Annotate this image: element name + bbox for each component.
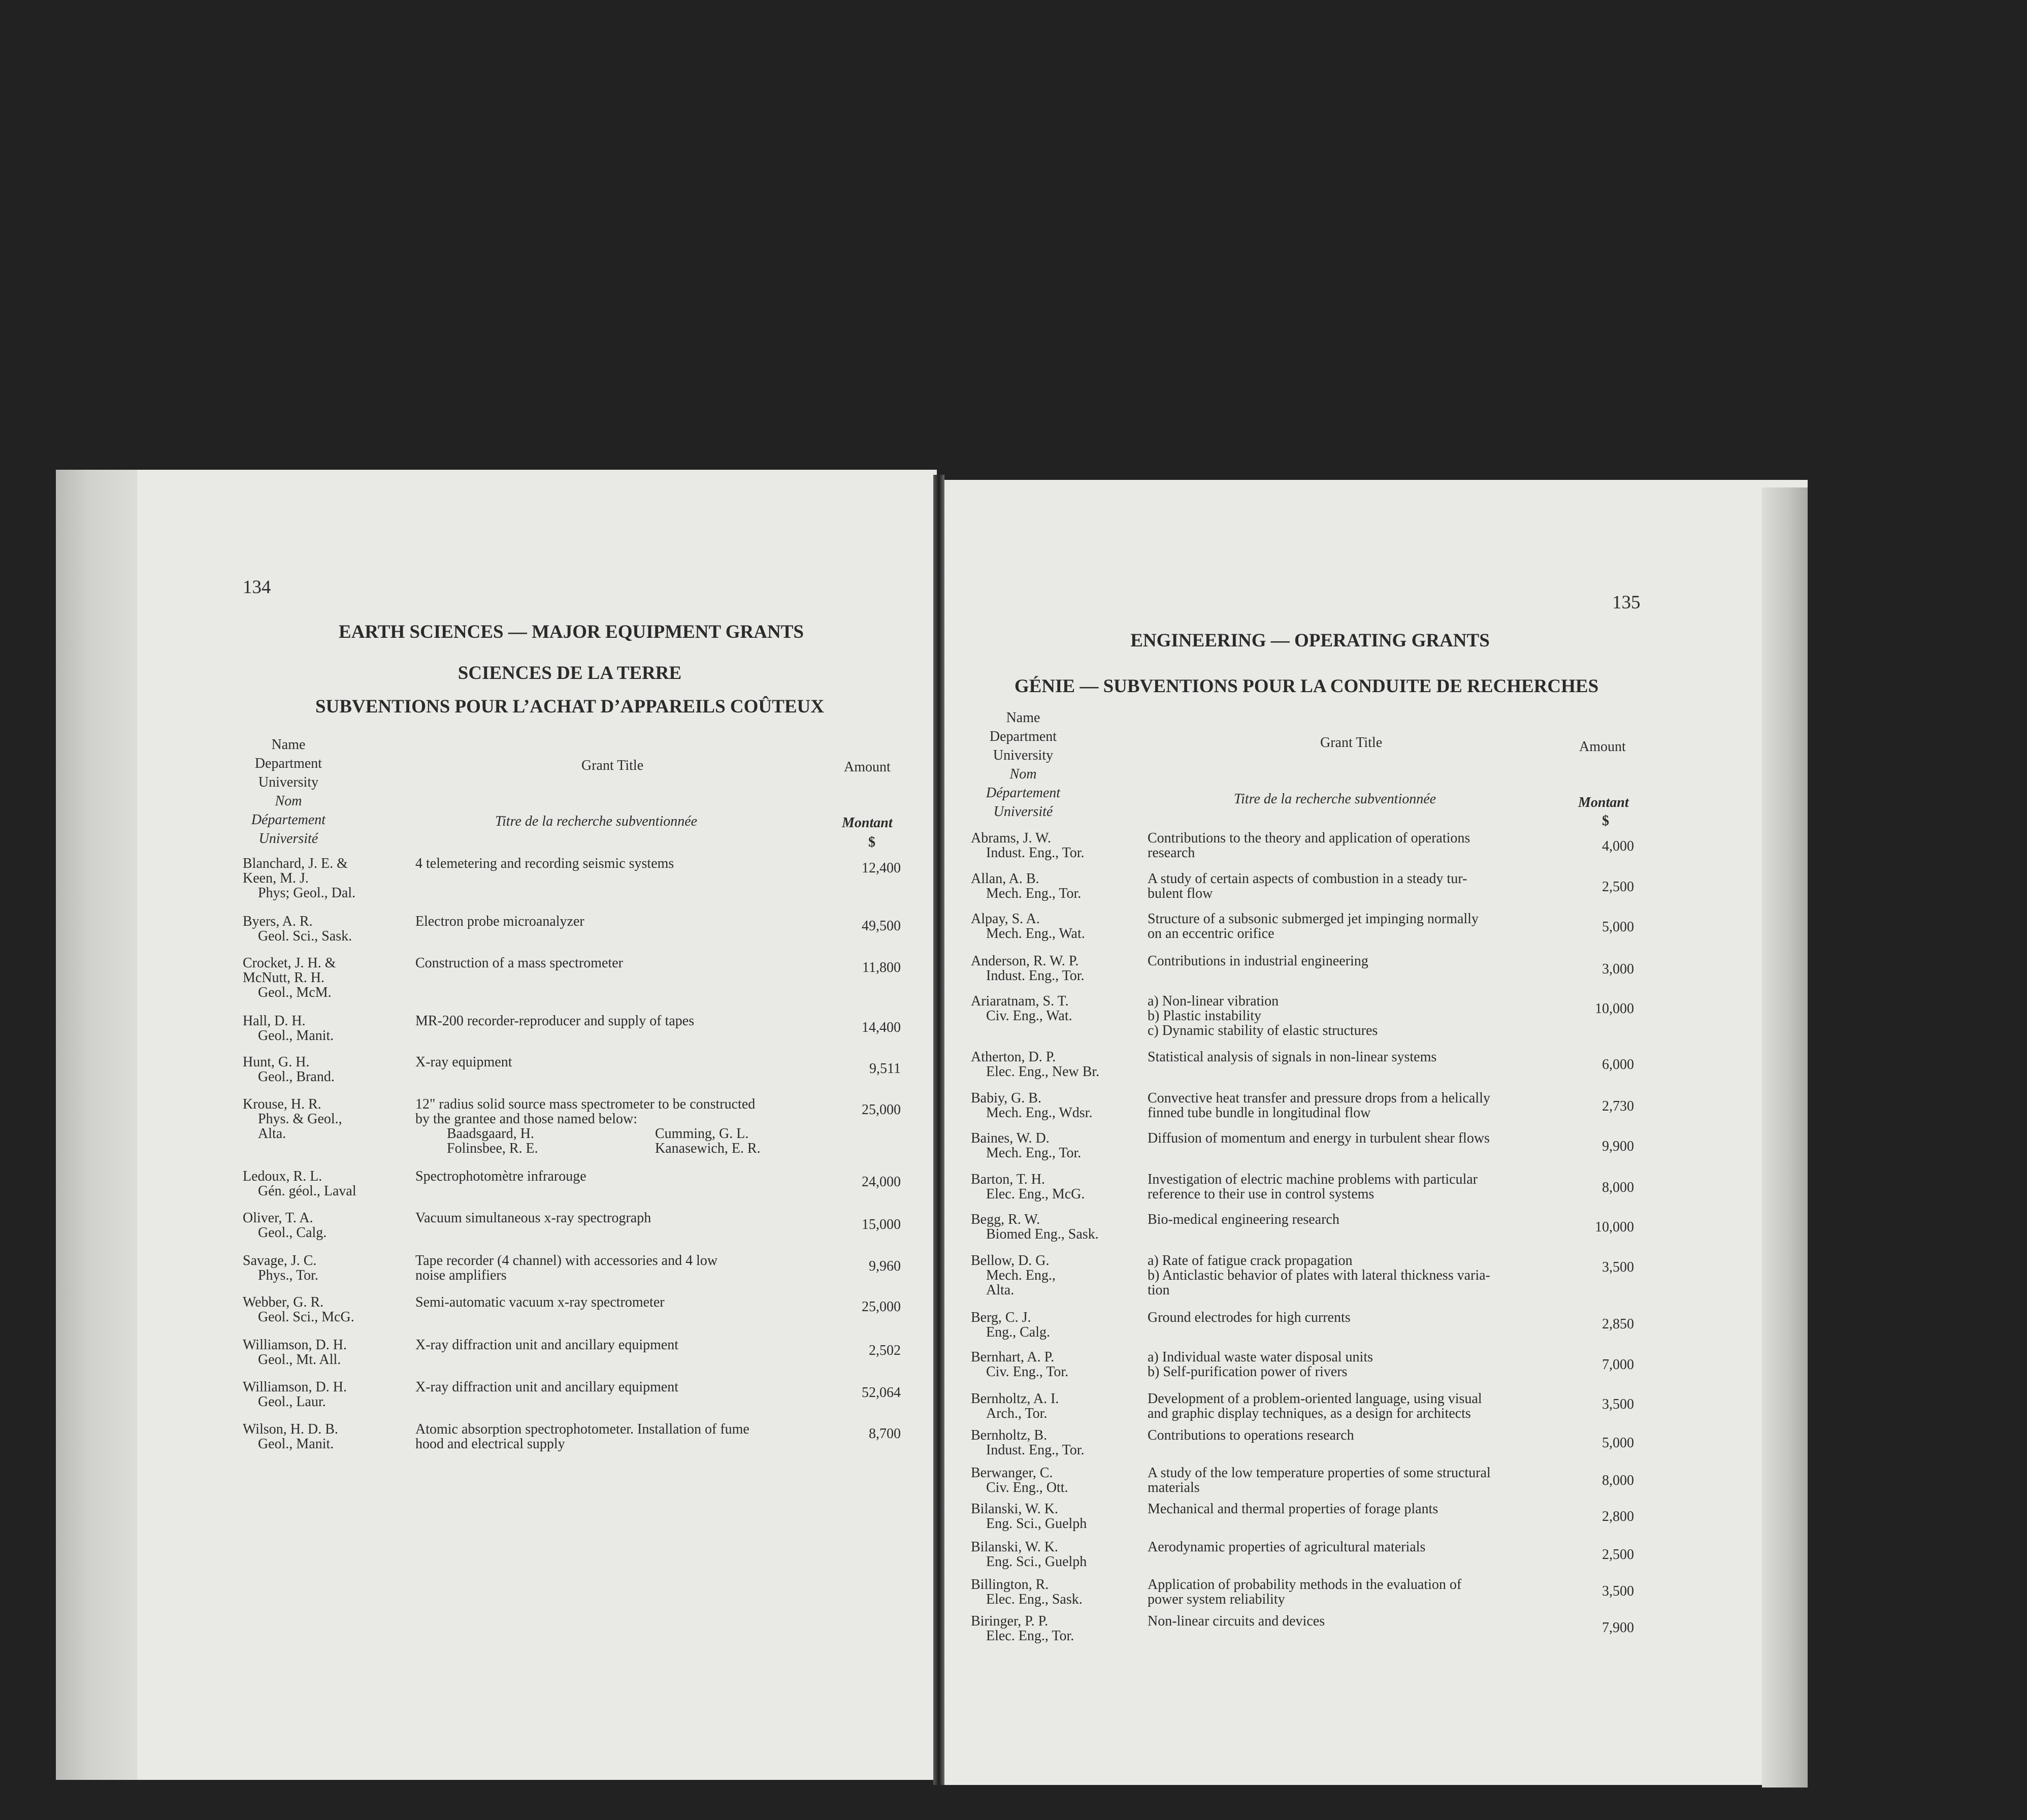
grant-title-cell: [415, 1253, 717, 1283]
grant-amount: 14,400: [862, 1020, 901, 1035]
grant-title-line: Structure of a subsonic submerged jet impinging normally: [1148, 911, 1479, 927]
grant-title-line: Contributions to operations research: [1148, 1427, 1354, 1443]
left-title-fr-2: SUBVENTIONS POUR L’ACHAT D’APPAREILS COÛTEUX: [315, 696, 824, 717]
grant-title-line: Spectrophotomètre infrarouge: [415, 1168, 586, 1184]
grant-amount: 5,000: [1602, 919, 1634, 935]
grant-title-line: by the grantee and those named below:: [415, 1111, 637, 1127]
grant-title-cell: [1148, 831, 1470, 860]
grant-title-cell: [1148, 954, 1368, 968]
grant-title-cell: [415, 914, 584, 929]
grantee-name: Baines, W. D.: [971, 1130, 1050, 1146]
grantee-name: Savage, J. C.: [243, 1253, 317, 1269]
grantee-cell: [243, 914, 352, 944]
grant-title-cell: [415, 1295, 665, 1310]
grant-title-cell: [415, 1055, 512, 1069]
grantee-cell: [971, 1614, 1074, 1643]
grantee-name: Wilson, H. D. B.: [243, 1421, 338, 1437]
grantee-cell: [971, 1466, 1068, 1495]
grantee-department: Geol. Sci., Sask.: [258, 928, 352, 944]
grantee-cell: [243, 1014, 334, 1043]
grant-title-cell: [1148, 871, 1467, 901]
grant-title-line: Contributions in industrial engineering: [1148, 953, 1368, 969]
grantee-name: Ledoux, R. L.: [243, 1168, 322, 1184]
right-header-grant-title: Grant Title: [1320, 735, 1383, 751]
grant-title-line: A study of certain aspects of combustion in a steady tur-: [1148, 871, 1467, 887]
grant-amount: 10,000: [1595, 1001, 1634, 1017]
grant-title-cell: [1148, 1131, 1490, 1146]
grant-amount: 49,500: [862, 918, 901, 934]
grant-title-line: Semi-automatic vacuum x-ray spectrometer: [415, 1294, 665, 1310]
grant-title-line: X-ray diffraction unit and ancillary equipment: [415, 1379, 679, 1395]
grant-title-line: reference to their use in control systems: [1148, 1186, 1375, 1202]
grant-title-cell: [1148, 1212, 1339, 1227]
grant-amount: 4,000: [1602, 838, 1634, 854]
grantee-department: Eng. Sci., Guelph: [986, 1516, 1087, 1532]
grantee-cell: [243, 1253, 318, 1283]
grant-amount: 3,000: [1602, 961, 1634, 977]
grant-amount: 24,000: [862, 1174, 901, 1190]
grant-title-line: Development of a problem-oriented language, using visual: [1148, 1391, 1482, 1407]
co-investigators: [415, 1126, 807, 1156]
right-title-en: ENGINEERING — OPERATING GRANTS: [1130, 630, 1490, 651]
grantee-cell: [971, 1050, 1099, 1079]
grant-title-cell: [1148, 1502, 1438, 1516]
grant-amount: 2,800: [1602, 1509, 1634, 1524]
grant-title-cell: [415, 1338, 678, 1352]
grantee-department: Geol., Manit.: [258, 1028, 334, 1044]
grantee-department: Gén. géol., Laval: [258, 1183, 356, 1199]
header-department: Department: [989, 729, 1057, 744]
grant-title-line: b) Anticlastic behavior of plates with lateral thickness varia-: [1148, 1268, 1490, 1283]
grantee-department: Mech. Eng.,: [986, 1268, 1056, 1283]
grantee-name: Hall, D. H.: [243, 1013, 306, 1029]
grantee-department: Indust. Eng., Tor.: [986, 1442, 1085, 1458]
grant-title-line: X-ray diffraction unit and ancillary equipment: [415, 1337, 679, 1353]
grant-title-cell: [1148, 1466, 1491, 1495]
left-header-grant-title: Grant Title: [581, 758, 644, 773]
grant-title-cell: [1148, 912, 1479, 941]
grantee-cell: [971, 954, 1085, 983]
grant-title-line: materials: [1148, 1480, 1200, 1496]
grantee-name: Begg, R. W.: [971, 1212, 1040, 1227]
grant-title-cell: [415, 1422, 749, 1451]
grant-title-line: hood and electrical supply: [415, 1436, 565, 1452]
grantee-cell: [243, 1422, 338, 1451]
grantee-cell: [971, 1502, 1087, 1531]
grant-amount: 8,700: [869, 1426, 901, 1442]
co-investigator-name: Kanasewich, E. R.: [655, 1141, 761, 1156]
grant-title-line: Ground electrodes for high currents: [1148, 1310, 1351, 1325]
grant-amount: 12,400: [862, 860, 901, 876]
grantee-department: Geol., Manit.: [258, 1436, 334, 1452]
grantee-department: Mech. Eng., Wdsr.: [986, 1105, 1093, 1121]
grant-title-cell: [415, 1380, 678, 1394]
grantee-name: Anderson, R. W. P.: [971, 953, 1079, 969]
grantee-name: Hunt, G. H.: [243, 1054, 310, 1070]
grant-title-line: 12" radius solid source mass spectrometer to be constructed: [415, 1096, 756, 1112]
grantee-cell: [971, 1540, 1087, 1569]
grant-title-line: Convective heat transfer and pressure drops from a helically: [1148, 1090, 1490, 1106]
grant-title-cell: [1148, 1350, 1373, 1379]
left-header-titre: Titre de la recherche subventionnée: [495, 814, 698, 829]
grant-title-line: on an eccentric orifice: [1148, 926, 1274, 941]
grant-title-line: bulent flow: [1148, 886, 1213, 901]
header-university: University: [258, 774, 319, 790]
grant-title-line: Electron probe microanalyzer: [415, 914, 584, 929]
left-header-name-col: [243, 735, 334, 848]
grant-title-line: Mechanical and thermal properties of forage plants: [1148, 1501, 1438, 1517]
grantee-name: Babiy, G. B.: [971, 1090, 1041, 1106]
grant-title-line: tion: [1148, 1282, 1170, 1298]
grantee-department: Phys; Geol., Dal.: [258, 885, 356, 901]
grantee-department: Mech. Eng., Tor.: [986, 1145, 1082, 1161]
page-number-left: 134: [243, 577, 271, 598]
grant-amount: 3,500: [1602, 1583, 1634, 1599]
grant-amount: 7,000: [1602, 1357, 1634, 1373]
grantee-department: Phys., Tor.: [258, 1268, 318, 1283]
grantee-cell: [971, 1350, 1068, 1379]
grant-amount: 2,850: [1602, 1316, 1634, 1332]
grantee-cell: [971, 1428, 1085, 1457]
grant-title-line: Diffusion of momentum and energy in turbulent shear flows: [1148, 1130, 1490, 1146]
grant-title-cell: [415, 956, 623, 970]
grant-amount: 25,000: [862, 1102, 901, 1118]
right-header-amount: Amount: [1579, 739, 1626, 755]
grantee-department: Geol., Brand.: [258, 1069, 335, 1085]
right-header-currency: $: [1602, 813, 1609, 829]
grantee-name: Bernholtz, A. I.: [971, 1391, 1059, 1407]
grant-title-line: Vacuum simultaneous x-ray spectrograph: [415, 1210, 651, 1226]
grant-title-line: Construction of a mass spectrometer: [415, 955, 624, 971]
grant-title-line: Investigation of electric machine problems with particular: [1148, 1172, 1478, 1187]
grant-title-cell: [415, 1169, 586, 1184]
co-investigator-name: Folinsbee, R. E.: [447, 1141, 538, 1156]
grant-title-line: Non-linear circuits and devices: [1148, 1613, 1325, 1629]
grantee-name: Bellow, D. G.: [971, 1253, 1050, 1269]
header-departement: Département: [986, 785, 1061, 801]
grant-title-cell: [1148, 994, 1378, 1038]
grant-title-cell: [415, 1211, 651, 1225]
grantee-name: Krouse, H. R.: [243, 1096, 321, 1112]
grantee-department: Civ. Eng., Ott.: [986, 1480, 1068, 1496]
grantee-name: Billington, R.: [971, 1577, 1049, 1592]
grant-title-cell: [1148, 1614, 1325, 1629]
header-nom: Nom: [1009, 766, 1037, 782]
grantee-department: Elec. Eng., New Br.: [986, 1064, 1100, 1080]
grantee-name: Atherton, D. P.: [971, 1049, 1056, 1065]
grant-amount: 8,000: [1602, 1180, 1634, 1195]
grant-amount: 5,000: [1602, 1435, 1634, 1451]
header-nom: Nom: [275, 793, 302, 809]
grant-amount: 2,730: [1602, 1098, 1634, 1114]
grantee-department: Mech. Eng., Wat.: [986, 926, 1085, 941]
grant-amount: 10,000: [1595, 1219, 1634, 1235]
grant-amount: 3,500: [1602, 1396, 1634, 1412]
grantee-department: Arch., Tor.: [986, 1406, 1048, 1421]
grant-amount: 52,064: [862, 1385, 901, 1401]
book-spine: [933, 475, 944, 1785]
grant-title-line: Contributions to the theory and application of operations: [1148, 830, 1470, 846]
grantee-name: Biringer, P. P.: [971, 1613, 1049, 1629]
grantee-cell: [971, 994, 1072, 1023]
grant-title-line: 4 telemetering and recording seismic systems: [415, 856, 674, 871]
grantee-department: Geol., Mt. All.: [258, 1352, 341, 1368]
grantee-cell: [243, 956, 336, 1000]
grant-title-line: c) Dynamic stability of elastic structures: [1148, 1023, 1378, 1038]
grant-title-cell: [1148, 1050, 1436, 1064]
grant-title-cell: [1148, 1172, 1478, 1201]
grantee-name: Keen, M. J.: [243, 870, 309, 886]
page-number-right: 135: [1612, 592, 1641, 613]
grantee-department: Geol., Laur.: [258, 1394, 326, 1410]
grantee-cell: [971, 1253, 1056, 1297]
left-title-en: EARTH SCIENCES — MAJOR EQUIPMENT GRANTS: [339, 622, 804, 642]
grantee-department: Indust. Eng., Tor.: [986, 968, 1085, 984]
grant-amount: 2,500: [1602, 1547, 1634, 1563]
right-header-name-col: [975, 708, 1071, 821]
grant-amount: 15,000: [862, 1217, 901, 1232]
grant-title-line: Aerodynamic properties of agricultural materials: [1148, 1539, 1426, 1555]
header-name: Name: [271, 737, 306, 753]
grantee-cell: [971, 871, 1081, 901]
grant-title-cell: [1148, 1310, 1351, 1325]
grantee-name: Alpay, S. A.: [971, 911, 1040, 927]
grantee-department: Geol. Sci., McG.: [258, 1309, 354, 1325]
left-title-fr-1: SCIENCES DE LA TERRE: [457, 663, 682, 684]
grantee-cell: [971, 1577, 1083, 1607]
grantee-department: Alta.: [258, 1126, 286, 1142]
grantee-name: Bilanski, W. K.: [971, 1501, 1058, 1517]
grant-title-cell: [1148, 1091, 1490, 1120]
header-universite: Université: [993, 804, 1053, 820]
grantee-name: McNutt, R. H.: [243, 970, 324, 986]
grantee-name: Blanchard, J. E. &: [243, 856, 348, 871]
grant-title-line: a) Non-linear vibration: [1148, 993, 1279, 1009]
grantee-cell: [243, 1169, 356, 1198]
left-header-currency: $: [868, 834, 875, 850]
grantee-name: Williamson, D. H.: [243, 1337, 347, 1353]
grantee-cell: [243, 1211, 326, 1240]
grant-amount: 8,000: [1602, 1473, 1634, 1488]
grantee-name: Williamson, D. H.: [243, 1379, 347, 1395]
grant-title-cell: [415, 1014, 694, 1028]
grant-title-cell: [1148, 1391, 1482, 1421]
header-department: Department: [254, 756, 322, 771]
header-departement: Département: [251, 812, 326, 828]
right-page-edge: [1762, 488, 1808, 1788]
grantee-department: Indust. Eng., Tor.: [986, 845, 1085, 861]
grant-title-line: research: [1148, 845, 1195, 861]
header-universite: Université: [258, 831, 318, 847]
grant-title-cell: [415, 856, 674, 871]
grantee-department: Geol., Calg.: [258, 1225, 327, 1241]
grantee-name: Berg, C. J.: [971, 1310, 1031, 1325]
grantee-cell: [971, 912, 1085, 941]
co-investigator-name: Baadsgaard, H.: [447, 1126, 534, 1142]
grantee-name: Oliver, T. A.: [243, 1210, 313, 1226]
grantee-cell: [971, 1212, 1099, 1242]
grant-amount: 2,500: [1602, 879, 1634, 895]
grantee-name: Bilanski, W. K.: [971, 1539, 1058, 1555]
grantee-department: Mech. Eng., Tor.: [986, 886, 1082, 901]
grantee-name: Ariaratnam, S. T.: [971, 993, 1069, 1009]
grantee-name: Bernholtz, B.: [971, 1427, 1048, 1443]
grant-title-line: power system reliability: [1148, 1591, 1285, 1607]
right-header-titre: Titre de la recherche subventionnée: [1234, 791, 1436, 807]
grantee-cell: [243, 1380, 347, 1409]
left-header-amount: Amount: [844, 759, 891, 775]
grantee-department: Civ. Eng., Tor.: [986, 1364, 1069, 1380]
grantee-department: Elec. Eng., Sask.: [986, 1591, 1083, 1607]
grant-title-line: Statistical analysis of signals in non-linear systems: [1148, 1049, 1437, 1065]
grant-title-line: Tape recorder (4 channel) with accessories and 4 low: [415, 1253, 718, 1269]
grantee-cell: [243, 1055, 335, 1084]
left-header-montant: Montant: [842, 815, 893, 831]
grant-title-line: Atomic absorption spectrophotometer. Installation of fume: [415, 1421, 749, 1437]
grant-title-cell: [1148, 1428, 1354, 1443]
grant-title-line: X-ray equipment: [415, 1054, 512, 1070]
grant-title-line: and graphic display techniques, as a design for architects: [1148, 1406, 1471, 1421]
grantee-cell: [971, 1391, 1059, 1421]
grantee-name: Webber, G. R.: [243, 1294, 324, 1310]
grantee-department: Eng., Calg.: [986, 1324, 1050, 1340]
grant-title-line: Application of probability methods in the evaluation of: [1148, 1577, 1462, 1592]
grant-amount: 9,960: [869, 1258, 901, 1274]
grant-amount: 9,900: [1602, 1139, 1634, 1154]
grant-title-cell: [1148, 1253, 1490, 1297]
grant-amount: 9,511: [869, 1061, 901, 1077]
grantee-department: Civ. Eng., Wat.: [986, 1008, 1072, 1024]
grant-amount: 6,000: [1602, 1057, 1634, 1072]
grantee-name: Berwanger, C.: [971, 1465, 1053, 1481]
grantee-cell: [971, 1131, 1081, 1160]
grantee-department: Eng. Sci., Guelph: [986, 1554, 1087, 1570]
grant-title-cell: [415, 1097, 807, 1156]
grantee-cell: [243, 1295, 354, 1324]
grantee-name: Crocket, J. H. &: [243, 955, 336, 971]
grant-title-cell: [1148, 1577, 1461, 1607]
grant-amount: 25,000: [862, 1299, 901, 1315]
grantee-name: Abrams, J. W.: [971, 830, 1051, 846]
left-page-edge: [56, 470, 137, 1780]
grantee-cell: [243, 856, 355, 900]
grant-amount: 3,500: [1602, 1259, 1634, 1275]
grant-amount: 2,502: [869, 1343, 901, 1358]
grant-title-line: finned tube bundle in longitudinal flow: [1148, 1105, 1371, 1121]
grant-title-line: Bio-medical engineering research: [1148, 1212, 1339, 1227]
grantee-department: Phys. & Geol.,: [258, 1111, 342, 1127]
grantee-cell: [243, 1338, 347, 1367]
grantee-department: Geol., McM.: [258, 985, 332, 1000]
grantee-name: Byers, A. R.: [243, 914, 313, 929]
right-title-fr: GÉNIE — SUBVENTIONS POUR LA CONDUITE DE RECHERCHES: [1014, 676, 1599, 697]
grantee-name: Barton, T. H.: [971, 1172, 1045, 1187]
grantee-department: Alta.: [986, 1282, 1015, 1298]
grant-title-line: noise amplifiers: [415, 1268, 507, 1283]
grant-title-line: b) Self-purification power of rivers: [1148, 1364, 1348, 1380]
grantee-cell: [971, 831, 1085, 860]
grantee-department: Elec. Eng., Tor.: [986, 1628, 1074, 1644]
right-header-montant: Montant: [1578, 795, 1629, 810]
grant-title-cell: [1148, 1540, 1425, 1554]
grant-title-line: MR-200 recorder-reproducer and supply of tapes: [415, 1013, 695, 1029]
grant-title-line: b) Plastic instability: [1148, 1008, 1261, 1024]
grantee-cell: [971, 1091, 1092, 1120]
header-name: Name: [1006, 710, 1040, 726]
grantee-department: Biomed Eng., Sask.: [986, 1226, 1099, 1242]
grantee-department: Elec. Eng., McG.: [986, 1186, 1085, 1202]
grant-amount: 7,900: [1602, 1620, 1634, 1636]
co-investigator-name: Cumming, G. L.: [655, 1126, 749, 1142]
grant-amount: 11,800: [862, 960, 901, 976]
grantee-cell: [243, 1097, 342, 1141]
grant-title-line: a) Individual waste water disposal units: [1148, 1349, 1374, 1365]
grantee-cell: [971, 1310, 1050, 1340]
grantee-cell: [971, 1172, 1085, 1201]
grant-title-line: A study of the low temperature properties of some structural: [1148, 1465, 1491, 1481]
header-university: University: [993, 748, 1054, 763]
grantee-name: Allan, A. B.: [971, 871, 1039, 887]
grantee-name: Bernhart, A. P.: [971, 1349, 1055, 1365]
grant-title-line: a) Rate of fatigue crack propagation: [1148, 1253, 1353, 1269]
